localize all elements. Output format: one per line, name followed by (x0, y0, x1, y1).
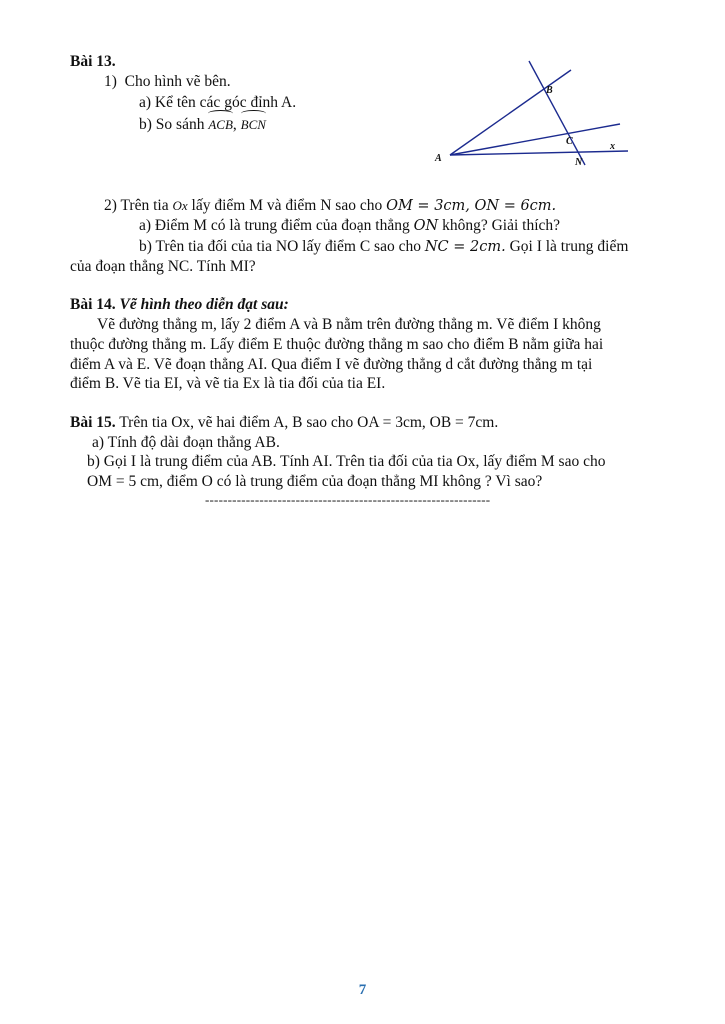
part-2-b-suffix: Gọi I là trung điểm (505, 238, 629, 255)
part-2-a-prefix: a) Điểm M có là trung điểm của đoạn thẳng (139, 217, 414, 234)
part-2-a-suffix: không? Giải thích? (438, 217, 561, 234)
part-2-b-prefix: b) Trên tia đối của tia NO lấy điểm C sao cho (139, 238, 425, 255)
exercise-14-line-2: thuộc đường thẳng m. Lấy điểm E thuộc đường thẳng m sao cho điểm B nằm giữa hai (70, 336, 604, 353)
ray-ax (450, 151, 628, 155)
page-number: 7 (358, 982, 367, 998)
part-2-prefix: 2) Trên tia (104, 197, 173, 214)
label-x: x (610, 141, 615, 152)
exercise-14-line-1: Vẽ đường thẳng m, lấy 2 điểm A và B nằm trên đường thẳng m. Vẽ điểm I không (97, 316, 601, 333)
part-1-b-prefix: b) So sánh (139, 116, 209, 133)
part-1-text: Cho hình vẽ bên. (124, 73, 231, 90)
part-1-a: a) Kể tên các góc đỉnh A. (139, 94, 297, 111)
exercise-14-line-4: điểm B. Vẽ tia EI, và vẽ tia Ex là tia đối của tia EI. (70, 375, 386, 392)
angle-separator: , (232, 116, 241, 133)
label-n: N (575, 157, 583, 168)
geometry-figure (420, 55, 640, 170)
exercise-14-heading (70, 295, 289, 315)
ray-ac (450, 124, 620, 155)
part-1-b (139, 115, 266, 135)
part-2-math: OM = 3cm, ON = 6cm. (386, 198, 557, 214)
line-bn (529, 61, 585, 165)
exercise-15-b-line-2: OM = 5 cm, điểm O có là trung điểm của đoạn thẳng MI không ? Vì sao? (87, 473, 543, 490)
exercise-14-title: Bài 14. (70, 296, 116, 313)
exercise-14-line-3: điểm A và E. Vẽ đoạn thẳng AI. Qua điểm I vẽ đường thẳng d cắt đường thẳng m tại (70, 356, 593, 373)
part-2-b-math: NC = 2cm. (424, 239, 506, 255)
part-2-b (139, 237, 628, 257)
part-2-mid: lấy điểm M và điểm N sao cho (187, 197, 387, 214)
ray-ox-label: Ox (172, 198, 188, 213)
part-2-a-math: ON (413, 218, 439, 234)
angle-acb: ACB (208, 115, 233, 135)
label-b: B (546, 85, 553, 96)
exercise-15-title: Bài 15. (70, 414, 116, 431)
angle-bcn: BCN (241, 115, 266, 135)
exercise-14-subtitle: Vẽ hình theo diễn đạt sau: (119, 296, 289, 313)
part-2-a (139, 216, 560, 236)
exercise-13-title: Bài 13. (70, 53, 116, 70)
exercise-13-part-2 (104, 196, 556, 216)
exercise-15-heading (70, 413, 498, 433)
part-1-number: 1) (104, 73, 117, 90)
exercise-15-intro: Trên tia Ox, vẽ hai điểm A, B sao cho OA = 3cm, OB = 7cm. (115, 414, 499, 431)
exercise-13-part-1 (104, 72, 231, 92)
exercise-15-b-line-1: b) Gọi I là trung điểm của AB. Tính AI. Trên tia đối của tia Ox, lấy điểm M sao cho (87, 453, 606, 470)
label-a: A (435, 153, 442, 164)
part-2-b-line-2: của đoạn thẳng NC. Tính MI? (70, 258, 256, 275)
exercise-15-a: a) Tính độ dài đoạn thẳng AB. (92, 434, 280, 451)
label-c: C (566, 136, 573, 147)
ray-ab (450, 70, 571, 155)
separator-line: --------------------------------------------------------------- (205, 492, 491, 507)
